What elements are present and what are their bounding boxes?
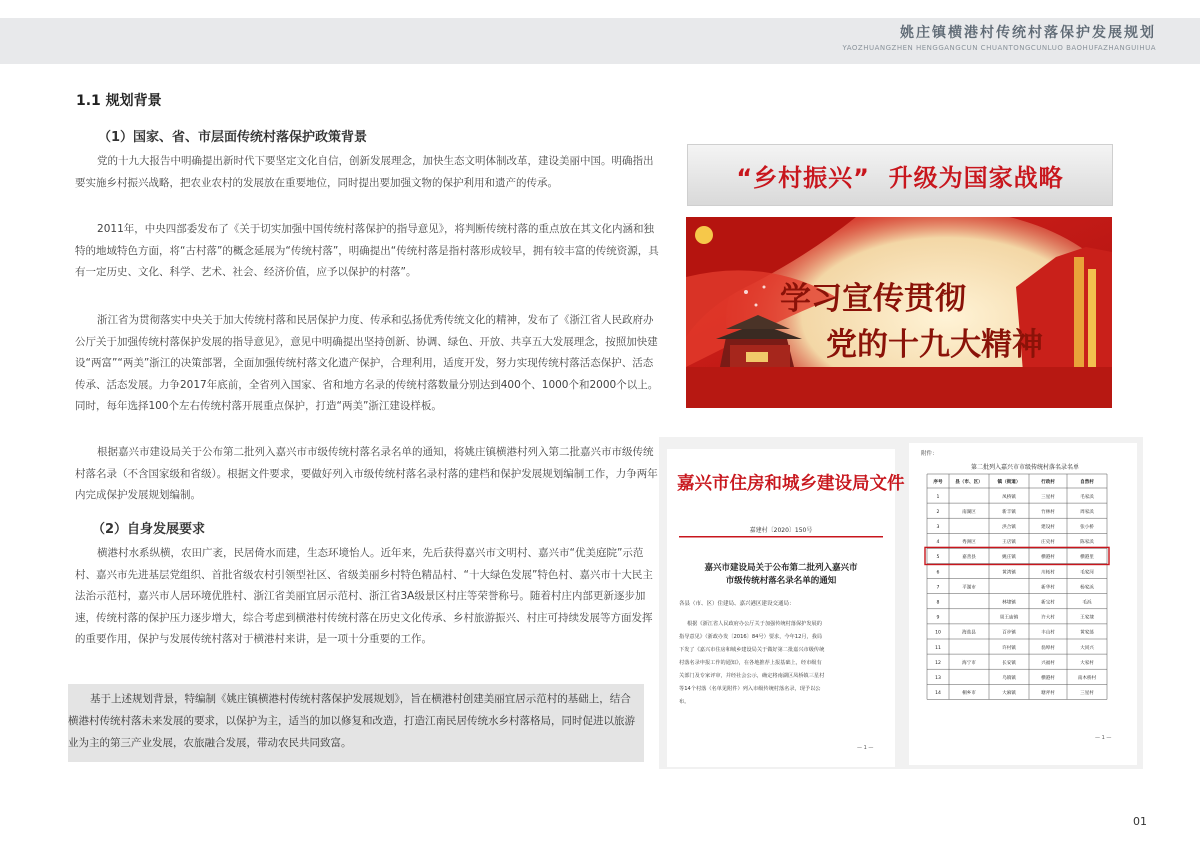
table-cell: 大同兴	[1080, 645, 1094, 651]
table-cell: 周家浜	[1080, 509, 1094, 515]
table-cell: 10	[935, 630, 941, 636]
table-cell: 建设村	[1041, 525, 1055, 530]
doc-body-line: 下发了《嘉兴市住房和城乡建设局关于做好第二批嘉兴市级传统	[679, 647, 825, 653]
table-cell: 百步镇	[1002, 630, 1016, 636]
table-cell: 9	[936, 615, 940, 621]
table-cell: 兴福村	[1041, 660, 1055, 666]
paragraph: 横港村水系纵横，农田广袤，民居倚水而建，生态环境怡人。近年来，先后获得嘉兴市文明村、嘉兴市“优美庭院”示范村、嘉兴市先进基层党组织、首批省级农村引领型社区、省级美丽乡村特色精品村、“十大绿色发展”特色村、嘉兴市十大民主法治示范村，嘉兴市人居环境优胜村、浙江省美丽宜居示范村、浙江省3A级景区村庄等荣誉称号。随着村庄内部更新逐步加速，传统村落的保护压力逐步增大，综合考虑到横港村传统村落在历史文化传承、乡村旅游振兴、村庄可持续发展等方面发挥的重要作用，保护与发展传统村落对于横港村来讲，是一项十分重要的工作。	[75, 547, 653, 645]
table-cell: 嘉善县	[962, 555, 976, 561]
table-cell: 陈家浜	[1080, 540, 1094, 546]
doc-title-1: 嘉兴市建设局关于公布第二批列入嘉兴市	[704, 563, 858, 573]
table-cell: 大麻镇	[1002, 691, 1016, 697]
doc-body-line: 布。	[679, 699, 690, 705]
table-cell: 三星村	[1041, 494, 1055, 500]
doc-body-line: 指导意见》（浙政办发〔2016〕84号）要求，今年12月，我局	[679, 634, 823, 640]
table-cell: 3	[936, 525, 940, 530]
table-cell: 新华村	[1041, 585, 1055, 591]
table-cell: 毛浜	[1082, 600, 1092, 606]
banner-artwork	[686, 217, 1112, 408]
table-cell: 林埭镇	[1002, 600, 1016, 606]
table-cell: 王店镇	[1002, 540, 1016, 546]
paragraph: 党的十九大报告中明确提出新时代下要坚定文化自信，创新发展理念，加快生态文明体制改革，建设美丽中国。明确指出要实施乡村振兴战略，把农业农村的发展放在重要地位，同时提出要加强文物的保护利用和遗产的传承。	[75, 155, 654, 189]
table-cell: 丰山村	[1041, 630, 1055, 636]
table-cell: 黄家荡	[1080, 630, 1094, 636]
doc-title-2: 市级传统村落名录名单的通知	[725, 576, 837, 586]
table-cell: 黄湾镇	[1002, 570, 1016, 576]
banner-line-2: 党的十九大精神	[826, 327, 1043, 363]
table-cell: 周王庙镇	[999, 615, 1019, 621]
table-cell: 庄史村	[1041, 540, 1055, 546]
table-cell: 南湖区	[962, 509, 976, 515]
paragraph: 2011年，中央四部委发布了《关于切实加强中国传统村落保护的指导意见》，将判断传统村落的重点放在其文化内涵和独特的地域特色方面，将“古村落”的概念延展为“传统村落”，明确提出“传统村落是指村落形成较早，拥有较丰富的传统资源，具有一定历史、文化、科学、艺术、社会、经济价值，应予以保护的村落”。	[75, 223, 659, 278]
table-cell: 毛家河	[1080, 570, 1094, 576]
table-title: 第二批列入嘉兴市市级传统村落名录名单	[970, 464, 1080, 471]
doc-body-line: 等14个村落（名单见附件）列入市级传统村落名录，现予以公	[679, 686, 821, 692]
table-cell: 平湖市	[962, 585, 976, 591]
doc-body-line: 根据《浙江省人民政府办公厅关于加强传统村落保护发展的	[687, 621, 822, 627]
table-cell: 塘斧村	[1041, 691, 1055, 697]
table-cell: 洪合镇	[1002, 525, 1016, 530]
table-cell: 12	[935, 660, 941, 666]
doc-agency: 嘉兴市住房和城乡建设局文件	[677, 474, 905, 494]
attach-label: 附件：	[921, 451, 938, 457]
table-cell: 13	[935, 676, 941, 681]
table-page-mark: — 1 —	[1095, 735, 1112, 741]
table-cell: 横港里	[1080, 555, 1094, 561]
paragraph: 浙江省为贯彻落实中央关于加大传统村落和民居保护力度、传承和弘扬优秀传统文化的精神，发布了《浙江省人民政府办公厅关于加强传统村落保护发展的指导意见》，意见中明确提出坚持创新、协调、绿色、开放、共享五大发展理念，按照加快建设“两富”“两美”浙江的决策部署，全面加强传统村落文化遗产保护，合理利用，适度开发，努力实现传统村落活态保护、活态传承、活态发展。力争2017年底前，全省列入国家、省和地方名录的传统村落数量分别达到400个、1000个和2000个以上。同时，每年选择100个左右传统村落开展重点保护，打造“两美”浙江建设样板。	[75, 314, 659, 412]
doc-addressee: 各县（市、区）住建局、嘉兴港区建设交通局：	[679, 601, 795, 607]
summary-paragraph: 基于上述规划背景，特编制《姚庄镇横港村传统村落保护发展规划》，旨在横港村创建美丽宜居示范村的基础上，结合横港村传统村落未来发展的要求，以保护为主，适当的加以修复和改造，打造江南民居传统水乡村落格局，同时促进以旅游业为主的第三产业发展，农旅融合发展，带动农民共同致富。	[68, 693, 635, 749]
table-cell: 海盐县	[962, 630, 976, 636]
document-artwork	[659, 437, 1143, 769]
table-cell: 翁埠村	[1041, 645, 1055, 651]
table-cell: 大家村	[1080, 660, 1094, 666]
table-cell: 毛家浜	[1080, 494, 1094, 500]
table-header-cell: 序号	[933, 480, 943, 485]
table-cell: 许大村	[1041, 615, 1055, 621]
table-cell: 凤桥镇	[1002, 494, 1016, 500]
table-cell: 新丰镇	[1002, 509, 1016, 515]
party-congress-banner	[686, 217, 1112, 408]
doc-page-mark: — 1 —	[857, 745, 874, 751]
table-header-cell: 镇（街道）	[997, 480, 1021, 485]
table-cell: 2	[936, 509, 940, 515]
table-cell: 许村镇	[1002, 645, 1016, 651]
table-cell: 新宝村	[1041, 600, 1055, 606]
table-cell: 王家埭	[1080, 615, 1094, 621]
table-cell: 姚庄镇	[1002, 555, 1016, 561]
table-cell: 6	[936, 570, 940, 576]
table-cell: 横港村	[1041, 676, 1055, 681]
subsection-title-2: （2）自身发展要求	[92, 522, 206, 537]
table-cell: 4	[936, 540, 940, 546]
table-cell: 14	[935, 691, 941, 697]
table-cell: 川柘村	[1041, 570, 1055, 576]
subsection-title-1: （1）国家、省、市层面传统村落保护政策背景	[98, 130, 368, 145]
table-cell: 11	[935, 645, 941, 651]
section-title: 1.1 规划背景	[76, 93, 162, 109]
table-header-cell: 自然村	[1080, 480, 1094, 485]
table-cell: 5	[936, 555, 940, 561]
table-cell: 秀洲区	[962, 540, 976, 546]
banner-line-1: 学习宣传贯彻	[780, 281, 966, 317]
table-cell: 三星村	[1080, 691, 1094, 697]
banner-text: “乡村振兴” 升级为国家战略	[736, 163, 1064, 192]
table-cell: 竹林村	[1041, 509, 1055, 515]
page-number: 01	[1133, 815, 1147, 828]
table-header-cell: 县（市、区）	[955, 480, 983, 485]
doc-body-line: 关部门及专家评审，并经社会公示，确定将南湖区凤桥镇三星村	[679, 673, 825, 679]
table-cell: 横港村	[1041, 555, 1055, 561]
header-title: 姚庄镇横港村传统村落保护发展规划	[900, 25, 1156, 41]
table-cell: 杨家浜	[1080, 585, 1094, 591]
table-cell: 南木桥村	[1077, 676, 1097, 681]
paragraph: 根据嘉兴市建设局关于公布第二批列入嘉兴市市级传统村落名录名单的通知，将姚庄镇横港村列入第二批嘉兴市市级传统村落名录（不含国家级和省级）。根据文件要求，要做好列入市级传统村落名录村落的建档和保护发展规划编制工作，力争两年内完成保护发展规划编制。	[75, 446, 658, 501]
doc-number: 嘉建村〔2020〕150号	[749, 527, 813, 534]
table-cell: 1	[936, 494, 940, 500]
official-document-image	[659, 437, 1143, 769]
table-header-cell: 行政村	[1041, 480, 1055, 485]
table-cell: 7	[936, 585, 940, 591]
table-cell: 长安镇	[1002, 660, 1016, 666]
table-cell: 乌镇镇	[1002, 676, 1016, 681]
doc-body-line: 村落名录申报工作的通知》，在各地推荐上报基础上，经市级有	[679, 660, 822, 666]
table-cell: 张小桥	[1080, 525, 1094, 530]
header-subtitle: YAOZHUANGZHEN HENGGANGCUN CHUANTONGCUNLUO BAOHUFAZHANGUIHUA	[842, 44, 1156, 52]
table-cell: 桐乡市	[962, 691, 976, 697]
rural-revitalization-banner	[687, 144, 1113, 206]
doc-red-rule	[679, 536, 883, 538]
table-cell: 海宁市	[962, 660, 976, 666]
table-cell: 8	[936, 600, 940, 606]
